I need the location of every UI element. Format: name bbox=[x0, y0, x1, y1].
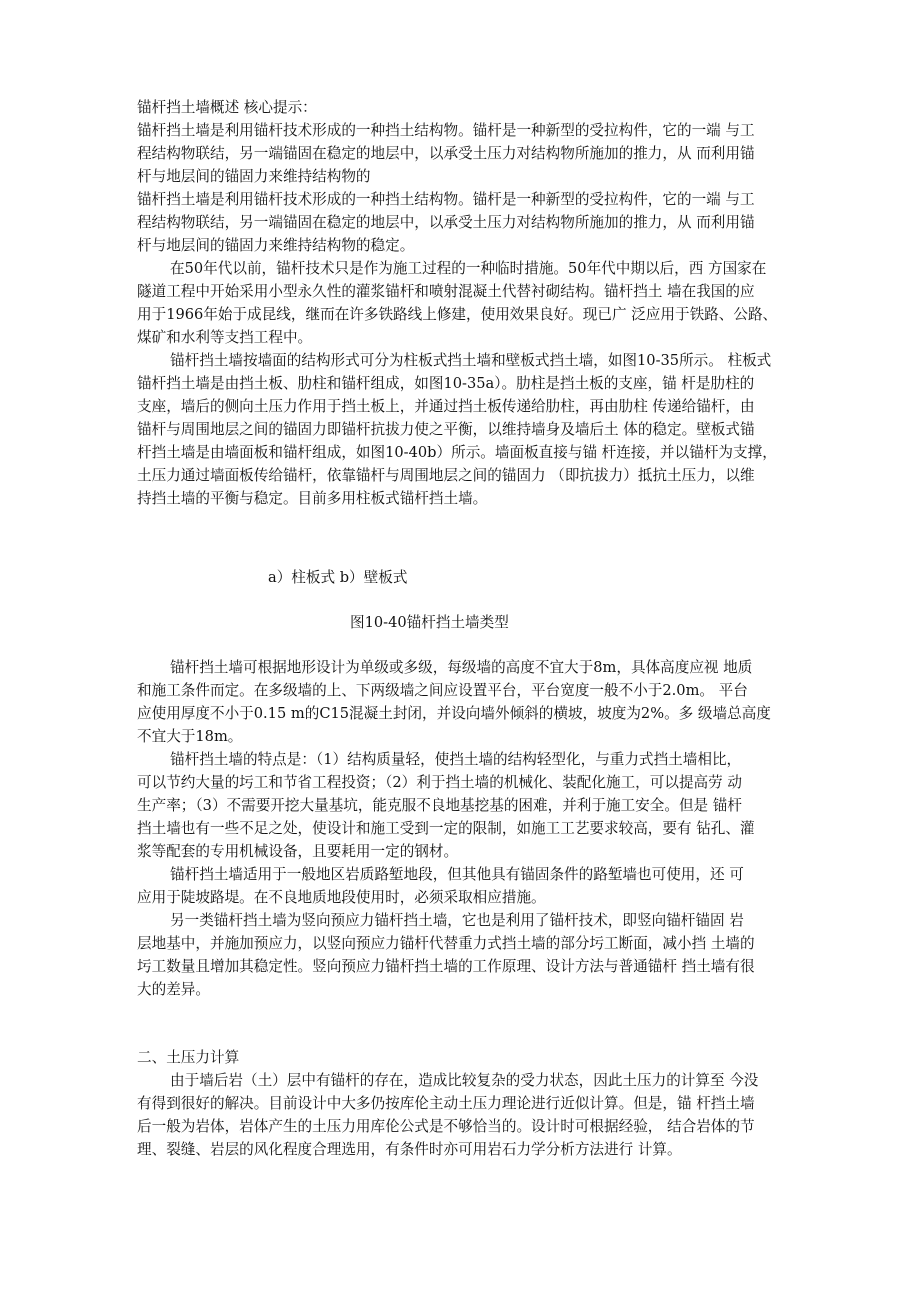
text-line: 锚杆挡土墙是利用锚杆技术形成的一种挡土结构物。锚杆是一种新型的受拉构件，它的一端 与工 bbox=[137, 122, 755, 139]
paragraph-5 bbox=[137, 748, 813, 863]
text-line: 杆与地层间的锚固力来维持结构物的稳定。 bbox=[137, 237, 415, 254]
text-line: 锚杆挡土墙可根据地形设计为单级或多级，每级墙的高度不宜大于8m，具体高度应视 地质 bbox=[170, 659, 753, 676]
text-line: 杆与地层间的锚固力来维持结构物的 bbox=[137, 168, 371, 185]
text-line: 应使用厚度不小于0.15 m的C15混凝土封闭，并设向墙外倾斜的横坡，坡度为2%。多 级墙总高度 bbox=[137, 705, 771, 722]
details-section bbox=[137, 656, 813, 1001]
paragraph-1 bbox=[137, 188, 813, 257]
text-line: 可以节约大量的圬工和节省工程投资；（2）利于挡土墙的机械化、装配化施工，可以提高劳 动 bbox=[137, 774, 742, 791]
text-line: 挡土墙也有一些不足之处，使设计和施工受到一定的限制，如施工工艺要求较高，要有 钻孔、灌 bbox=[137, 820, 755, 837]
section-heading: 二、土压力计算 bbox=[137, 1049, 240, 1066]
paragraph-3 bbox=[137, 349, 813, 510]
text-line: 在50年代以前，锚杆技术只是作为施工过程的一种临时措施。50年代中期以后，西 方国家在 bbox=[170, 260, 767, 277]
earth-pressure-section bbox=[137, 1046, 813, 1161]
document-title: 锚杆挡土墙概述 核心提示： bbox=[137, 99, 317, 116]
paragraph-7 bbox=[137, 909, 813, 1001]
text-line: 持挡土墙的平衡与稳定。目前多用柱板式锚杆挡土墙。 bbox=[137, 490, 488, 507]
text-line: 锚杆挡土墙按墙面的结构形式可分为柱板式挡土墙和壁板式挡土墙，如图10-35所示。 柱板式 bbox=[170, 352, 772, 369]
text-line: 圬工数量且增加其稳定性。竖向预应力锚杆挡土墙的工作原理、设计方法与普通锚杆 挡土墙有很 bbox=[137, 958, 755, 975]
text-line: 由于墙后岩（土）层中有锚杆的存在，造成比较复杂的受力状态，因此土压力的计算至 今没 bbox=[170, 1072, 759, 1089]
text-line: 浆等配套的专用机械设备，且要耗用一定的钢材。 bbox=[137, 843, 459, 860]
text-line: 大的差异。 bbox=[137, 981, 210, 998]
text-line: 和施工条件而定。在多级墙的上、下两级墙之间应设置平台，平台宽度一般不小于2.0m。 平台 bbox=[137, 682, 748, 699]
text-line: 程结构物联结，另一端锚固在稳定的地层中，以承受土压力对结构物所施加的推力，从 而利用锚 bbox=[137, 214, 755, 231]
text-line: 锚杆挡土墙是利用锚杆技术形成的一种挡土结构物。锚杆是一种新型的受拉构件，它的一端 与工 bbox=[137, 191, 755, 208]
text-line: 有得到很好的解决。目前设计中大多仍按库伦主动土压力理论进行近似计算。但是，锚 杆挡土墙 bbox=[137, 1095, 755, 1112]
text-line: 土压力通过墙面板传给锚杆，依靠锚杆与周围地层之间的锚固力 （即抗拔力）抵抗土压力，以维 bbox=[137, 467, 755, 484]
text-line: 后一般为岩体，岩体产生的土压力用库伦公式是不够恰当的。设计时可根据经验， 结合岩体的节 bbox=[137, 1118, 755, 1135]
overview-section bbox=[137, 96, 813, 510]
text-line: 理、裂缝、岩层的风化程度合理选用，有条件时亦可用岩石力学分析方法进行 计算。 bbox=[137, 1141, 682, 1158]
text-line: 锚杆挡土墙的特点是：（1）结构质量轻，使挡土墙的结构轻型化，与重力式挡土墙相比， bbox=[170, 751, 742, 768]
text-line: 锚杆挡土墙适用于一般地区岩质路堑地段，但其他具有锚固条件的路堑墙也可使用，还 可 bbox=[170, 866, 744, 883]
text-line: 用于1966年始于成昆线，继而在许多铁路线上修建，使用效果良好。现已广 泛应用于铁路、公路、 bbox=[137, 306, 778, 323]
text-line: 支座，墙后的侧向土压力作用于挡土板上，并通过挡土板传递给肋柱，再由肋柱 传递给锚杆，由 bbox=[137, 398, 755, 415]
paragraph-4 bbox=[137, 656, 813, 748]
paragraph-2 bbox=[137, 257, 813, 349]
text-line: 锚杆挡土墙是由挡土板、肋柱和锚杆组成，如图10-35a）。肋柱是挡土板的支座，锚 杆是肋柱的 bbox=[137, 375, 755, 392]
text-line: 锚杆与周围地层之间的锚固力即锚杆抗拔力使之平衡，以维持墙身及墙后土 体的稳定。壁板式锚 bbox=[137, 421, 755, 438]
text-line: 生产率；（3）不需要开挖大量基坑，能克服不良地基挖基的困难，并利于施工安全。但是 锚杆 bbox=[137, 797, 742, 814]
paragraph-8 bbox=[137, 1069, 813, 1161]
text-line: 程结构物联结，另一端锚固在稳定的地层中，以承受土压力对结构物所施加的推力，从 而利用锚 bbox=[137, 145, 755, 162]
figure-subcaption: a）柱板式 b）壁板式 bbox=[268, 569, 408, 586]
text-line: 另一类锚杆挡土墙为竖向预应力锚杆挡土墙，它也是利用了锚杆技术，即竖向锚杆锚固 岩 bbox=[170, 912, 744, 929]
paragraph-6 bbox=[137, 863, 813, 909]
text-line: 不宜大于18m。 bbox=[137, 728, 243, 745]
text-line: 煤矿和水利等支挡工程中。 bbox=[137, 329, 313, 346]
text-line: 隧道工程中开始采用小型永久性的灌浆锚杆和喷射混凝土代替衬砌结构。锚杆挡土 墙在我国的应 bbox=[137, 283, 755, 300]
figure-caption: 图10-40锚杆挡土墙类型 bbox=[350, 614, 509, 631]
text-line: 应用于陡坡路堤。在不良地质地段使用时，必须采取相应措施。 bbox=[137, 889, 546, 906]
text-line: 层地基中，并施加预应力，以竖向预应力锚杆代替重力式挡土墙的部分圬工断面，减小挡 土墙的 bbox=[137, 935, 755, 952]
intro-paragraph bbox=[137, 119, 813, 188]
text-line: 杆挡土墙是由墙面板和锚杆组成，如图10-40b）所示。墙面板直接与锚 杆连接，并以锚杆为支撑， bbox=[137, 444, 777, 461]
